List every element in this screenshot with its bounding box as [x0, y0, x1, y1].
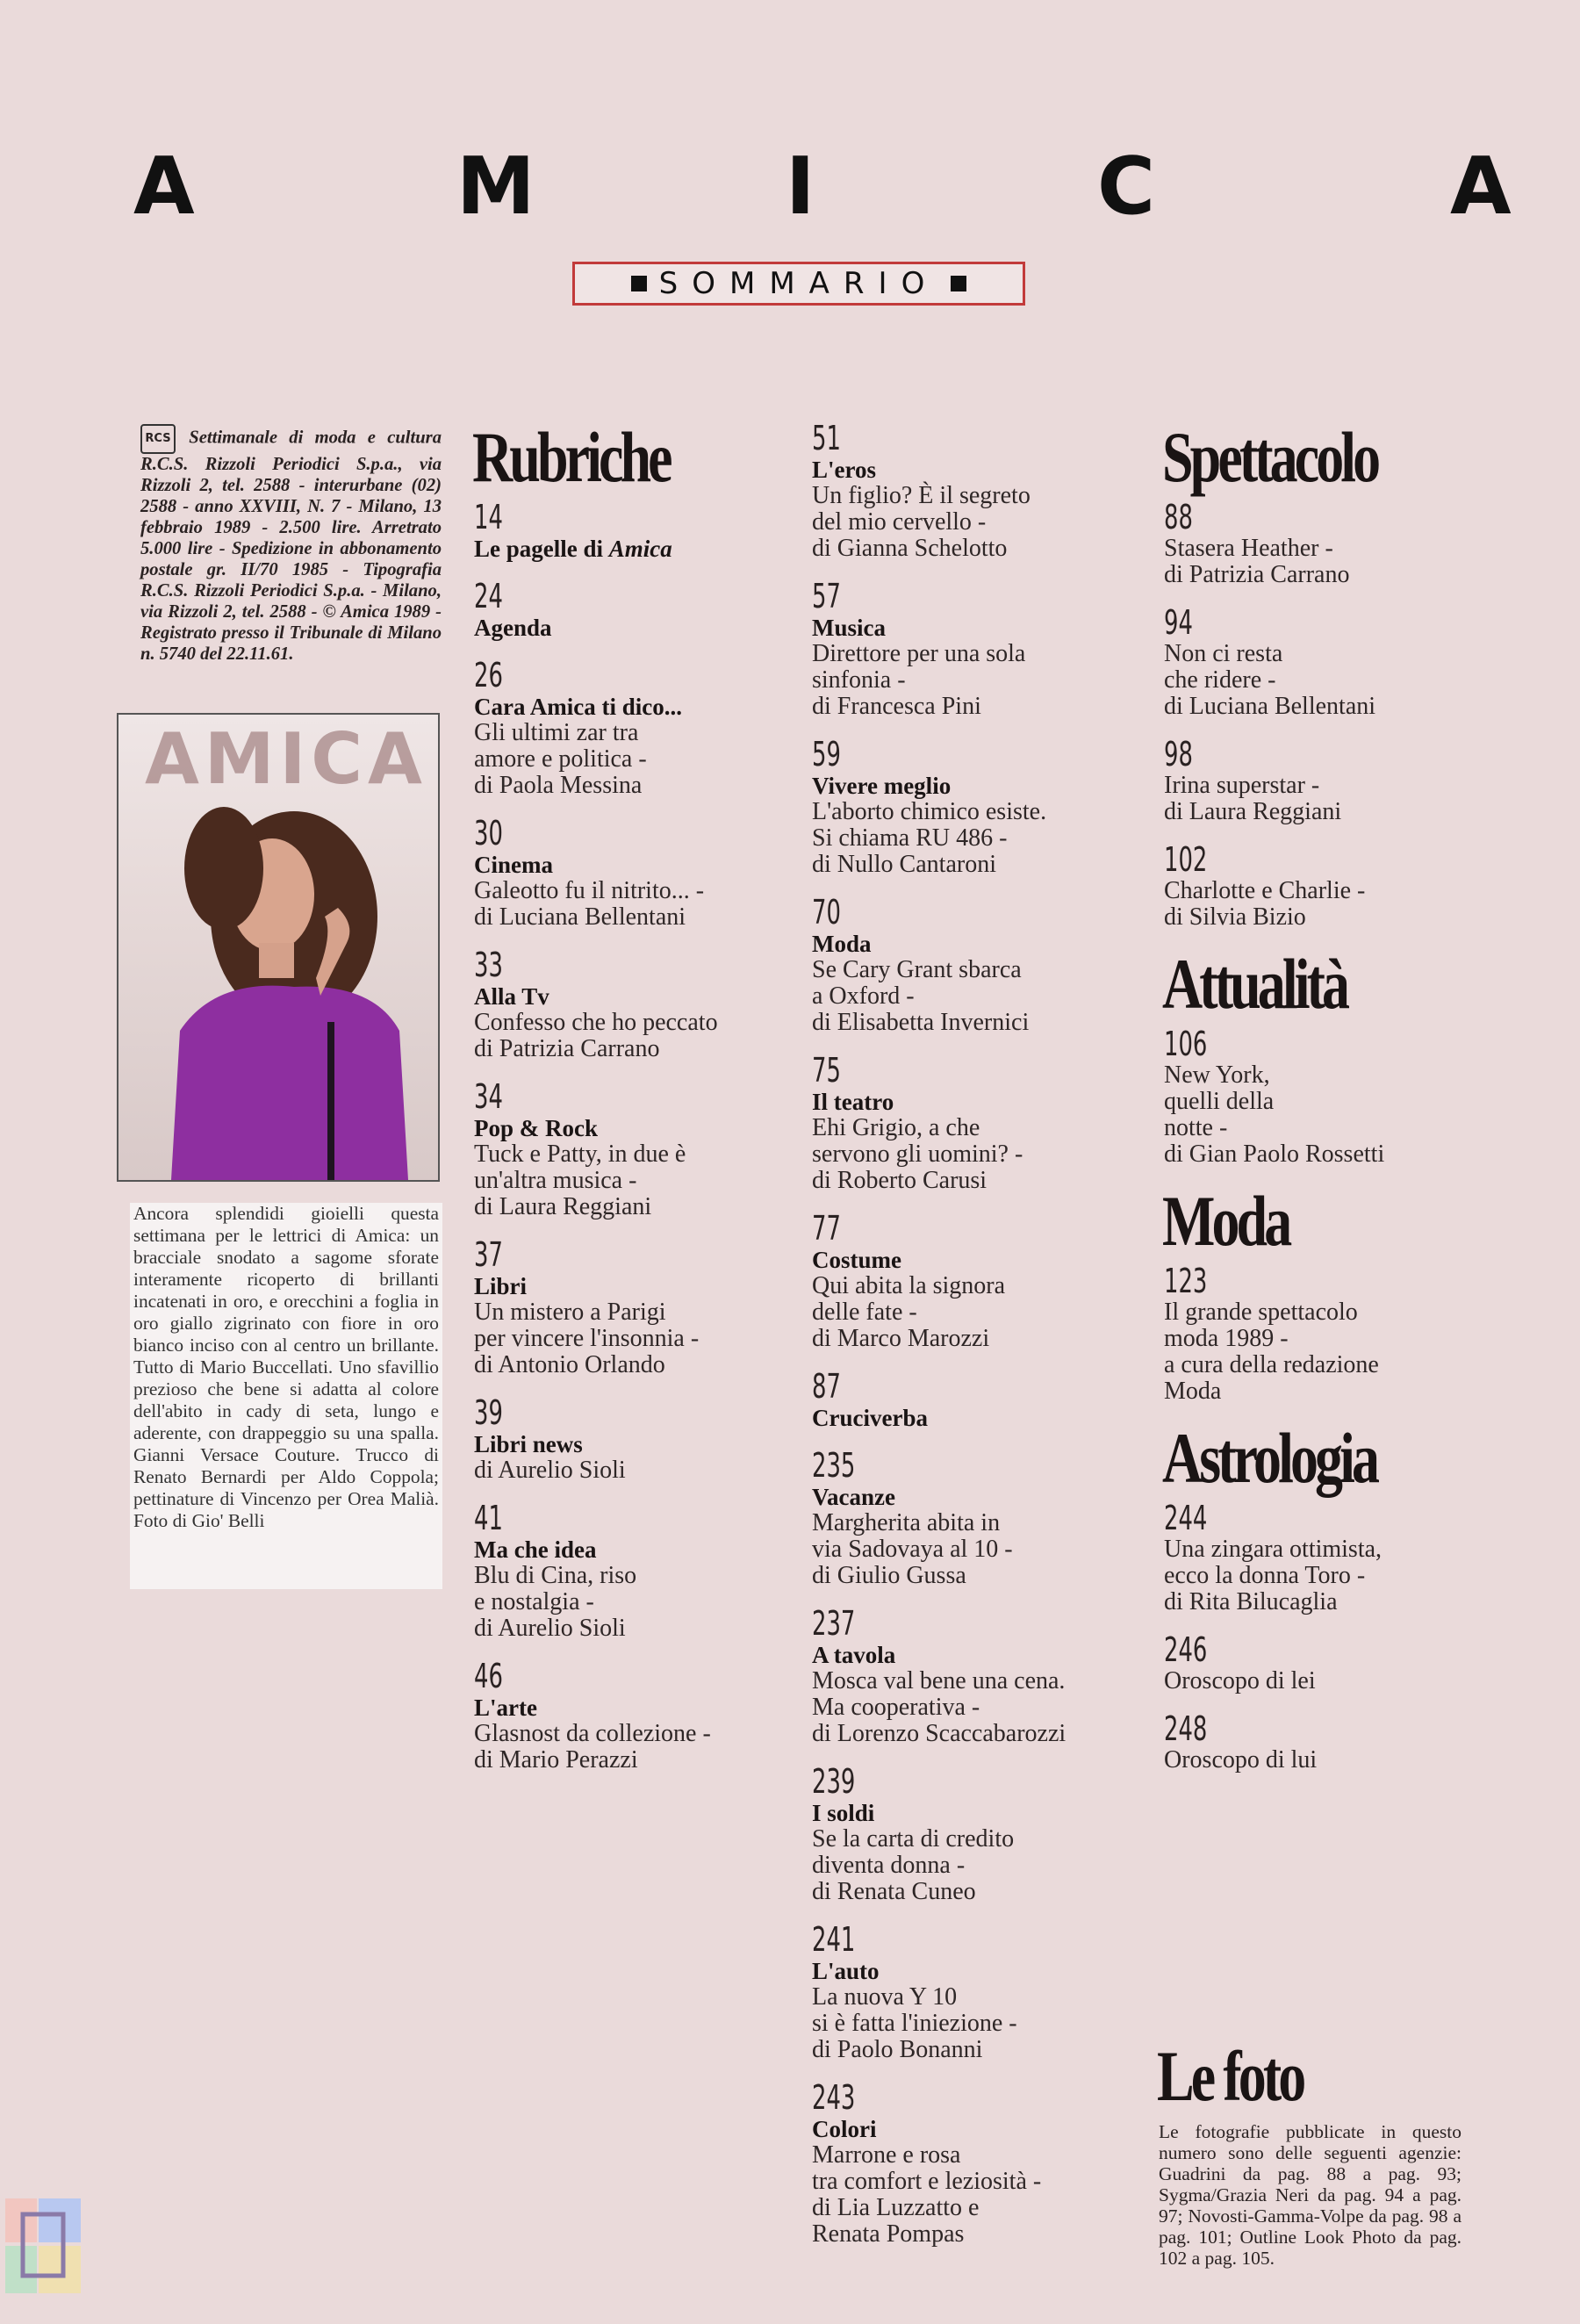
- entry-title: [812, 1484, 1128, 1510]
- masthead-letter: I: [786, 140, 815, 233]
- toc-entry: [812, 1052, 1128, 1194]
- page-number: 41: [474, 1499, 503, 1537]
- entry-title: [812, 1642, 1128, 1668]
- entry-title: [474, 694, 764, 720]
- entry-line: L'aborto chimico esiste.: [812, 798, 1047, 825]
- entry-line: a Oxford -: [812, 982, 915, 1010]
- entry-line: quelli della: [1164, 1088, 1275, 1115]
- entry-line: Renata Pompas: [812, 2220, 965, 2248]
- section-heading-spettacolo: Spettacolo: [1162, 417, 1378, 497]
- entry-line: di Aurelio Sioli: [474, 1615, 626, 1642]
- entry-title: [474, 1536, 764, 1563]
- toc-entry: [474, 815, 764, 931]
- square-bullet-icon: [631, 276, 647, 291]
- entry-line: tra comfort e leziosità -: [812, 2168, 1042, 2195]
- toc-entry: [1164, 604, 1515, 720]
- colophon: [140, 424, 442, 665]
- cover-caption: Ancora splendidi gioielli questa settimana per le lettrici di Amica: un bracciale snodato a sagome sforate interamente ricoperto di brillanti incatenati in oro, e orecchini a foglia in oro giallo zigrinato con fiore in oro bianco inciso con al centro un brillante. Tutto di Mario Buccellati. Uno sfavillio prezioso che bene si adatta al colore dell'abito in cady di seta, lungo e aderente, con drappeggio su una spalla. Gianni Versace Couture. Trucco di Renato Bernardi per Aldo Coppola; pettinature di Vincenzo per Orea Malià. Foto di Gio' Belli: [130, 1203, 442, 1589]
- entry-title-text: I soldi: [812, 1800, 875, 1826]
- page-number: 51: [812, 419, 841, 457]
- entry-title: [812, 1089, 1128, 1115]
- entry-title-text: Il teatro: [812, 1089, 894, 1115]
- page-number: 237: [812, 1604, 856, 1643]
- entry-line: amore e politica -: [474, 745, 647, 773]
- toc-entry: [1164, 499, 1515, 588]
- toc-entry: [1164, 1631, 1515, 1694]
- page-number: 46: [474, 1657, 503, 1695]
- masthead-letter: A: [1450, 140, 1512, 233]
- page-number: 98: [1164, 735, 1193, 773]
- entry-line: di Giulio Gussa: [812, 1562, 966, 1589]
- toc-entry: [474, 578, 764, 641]
- entry-title: [474, 1431, 764, 1457]
- page-number: 106: [1164, 1025, 1208, 1063]
- entry-line: di Gian Paolo Rossetti: [1164, 1140, 1385, 1168]
- entry-title: [474, 1115, 764, 1141]
- entry-title: [474, 983, 764, 1010]
- publisher-logo-icon: RCS: [140, 424, 176, 454]
- page-number: 34: [474, 1077, 503, 1116]
- entry-line: di Rita Bilucaglia: [1164, 1588, 1338, 1615]
- entry-title-emphasis: Amica: [608, 536, 672, 562]
- entry-title-text: Cinema: [474, 852, 553, 878]
- masthead-letter: M: [456, 140, 535, 233]
- entry-line: di Luciana Bellentani: [1164, 693, 1376, 720]
- square-bullet-icon: [951, 276, 966, 291]
- photo-credits: Le fotografie pubblicate in questo numero sono delle seguenti agenzie: Guadrini da pag. 88 a pag. 93; Sygma/Grazia Neri da pag. 94 a pag. 97; Novosti-Gamma-Volpe da pag. 98 a pag. 101; Outline Look Photo da pag. 102 a pag. 105.: [1159, 2121, 1462, 2269]
- entry-line: diventa donna -: [812, 1852, 966, 1879]
- entry-title-text: Libri news: [474, 1431, 583, 1457]
- entry-line: Il grande spettacolo: [1164, 1299, 1358, 1326]
- entry-title-text: Le pagelle di: [474, 536, 603, 562]
- page-number: 87: [812, 1367, 841, 1406]
- entry-line: Un mistero a Parigi: [474, 1299, 666, 1326]
- page-number: 30: [474, 814, 503, 853]
- entry-title-text: L'eros: [812, 457, 876, 483]
- entry-line: Mosca val bene una cena.: [812, 1667, 1066, 1694]
- entry-line: di Francesca Pini: [812, 693, 981, 720]
- toc-entry: [474, 1078, 764, 1220]
- toc-entry: [812, 1447, 1128, 1589]
- entry-line: di Antonio Orlando: [474, 1351, 665, 1378]
- toc-entry: [474, 1236, 764, 1378]
- entry-line: Irina superstar -: [1164, 772, 1320, 799]
- entry-line: Direttore per una sola: [812, 640, 1026, 667]
- entry-line: Galeotto fu il nitrito... -: [474, 877, 705, 904]
- entry-title-text: A tavola: [812, 1642, 896, 1668]
- entry-line: Margherita abita in: [812, 1509, 1001, 1536]
- page-number: 57: [812, 577, 841, 615]
- entry-title-text: Ma che idea: [474, 1536, 597, 1563]
- entry-line: di Lia Luzzatto e: [812, 2194, 980, 2221]
- section-heading-astrologia: Astrologia: [1162, 1418, 1377, 1498]
- toc-entry: [812, 2079, 1128, 2248]
- entry-title: [474, 1694, 764, 1721]
- page-number: 14: [474, 498, 503, 536]
- moda-list: [1164, 1263, 1515, 1405]
- entry-line: di Renata Cuneo: [812, 1878, 976, 1905]
- entry-title-text: Costume: [812, 1247, 901, 1273]
- entry-title-text: Cara Amica ti dico...: [474, 694, 682, 720]
- toc-entry: [812, 1921, 1128, 2063]
- page-number: 70: [812, 893, 841, 932]
- entry-title: [474, 852, 764, 878]
- toc-entry: [1164, 736, 1515, 825]
- entry-line: Marrone e rosa: [812, 2141, 961, 2169]
- entry-line: Oroscopo di lui: [1164, 1746, 1318, 1774]
- entry-title: [474, 615, 764, 641]
- page-number: 243: [812, 2078, 856, 2117]
- page-number: 39: [474, 1393, 503, 1432]
- entry-title: [812, 1247, 1128, 1273]
- entry-title: [812, 773, 1128, 799]
- page-number: 248: [1164, 1709, 1208, 1748]
- toc-entry: [1164, 1025, 1515, 1168]
- entry-line: di Elisabetta Invernici: [812, 1009, 1030, 1036]
- entry-title-text: L'arte: [474, 1694, 537, 1721]
- cover-image: [117, 713, 440, 1182]
- entry-line: Moda: [1164, 1378, 1222, 1405]
- right-column: [1162, 417, 1515, 1789]
- sommario-label: SOMMARIO: [658, 266, 939, 301]
- toc-entry: [812, 1605, 1128, 1747]
- entry-line: Se Cary Grant sbarca: [812, 956, 1022, 983]
- middle-column: [812, 420, 1128, 2263]
- entry-line: di Gianna Schelotto: [812, 535, 1008, 562]
- toc-entry: [474, 1658, 764, 1774]
- entry-title-text: Vacanze: [812, 1484, 895, 1510]
- entry-line: Non ci resta: [1164, 640, 1283, 667]
- entry-line: di Patrizia Carrano: [1164, 561, 1350, 588]
- entry-line: di Laura Reggiani: [1164, 798, 1342, 825]
- toc-entry: [1164, 1263, 1515, 1405]
- entry-line: del mio cervello -: [812, 508, 987, 536]
- entry-title: [812, 615, 1128, 641]
- entry-line: La nuova Y 10: [812, 1983, 958, 2011]
- entry-line: di Paola Messina: [474, 772, 643, 799]
- entry-line: di Lorenzo Scaccabarozzi: [812, 1720, 1066, 1747]
- page-number: 94: [1164, 603, 1193, 642]
- entry-title: [812, 931, 1128, 957]
- page-number: 59: [812, 735, 841, 773]
- entry-line: notte -: [1164, 1114, 1228, 1141]
- masthead-letter: C: [1097, 140, 1156, 233]
- entry-line: di Patrizia Carrano: [474, 1035, 660, 1062]
- entry-line: per vincere l'insonnia -: [474, 1325, 700, 1352]
- entry-line: di Marco Marozzi: [812, 1325, 990, 1352]
- rubriche-list: [474, 499, 764, 1774]
- cover-title: AMICA: [145, 718, 427, 800]
- section-heading-le-foto: Le foto: [1157, 2036, 1304, 2116]
- entry-line: Oroscopo di lei: [1164, 1667, 1316, 1694]
- entry-title-text: Agenda: [474, 615, 552, 641]
- entry-line: di Aurelio Sioli: [474, 1457, 626, 1484]
- colophon-text: Settimanale di moda e cultura R.C.S. Rizzoli Periodici S.p.a., via Rizzoli 2, tel. 2588 - interurbane (02) 2588 - anno XXVIII, N. 7 - Milano, 13 febbraio 1989 - 2.500 lire. Arretrato 5.000 lire - Spedizione in abbonamento postale gr. II/70 1985 - Tipografia R.C.S. Rizzoli Periodici S.p.a. - Milano, via Rizzoli 2, tel. 2588 - © Amica 1989 - Registrato presso il Tribunale di Milano n. 5740 del 22.11.61.: [140, 428, 442, 664]
- entry-title-text: Libri: [474, 1273, 528, 1299]
- section-heading-moda: Moda: [1162, 1181, 1289, 1261]
- entry-line: moda 1989 -: [1164, 1325, 1289, 1352]
- toc-entry: [474, 499, 764, 562]
- entry-line: Charlotte e Charlie -: [1164, 877, 1366, 904]
- sommario-banner: [572, 262, 1025, 306]
- toc-entry: [812, 420, 1128, 562]
- toc-entry: [812, 736, 1128, 878]
- entry-line: di Mario Perazzi: [474, 1746, 638, 1774]
- entry-line: di Paolo Bonanni: [812, 2036, 983, 2063]
- entry-title-text: Pop & Rock: [474, 1115, 598, 1141]
- page-number: 102: [1164, 840, 1208, 879]
- entry-line: Qui abita la signora: [812, 1272, 1006, 1299]
- toc-entry: [474, 946, 764, 1062]
- entry-title: [812, 457, 1128, 483]
- entry-line: Una zingara ottimista,: [1164, 1536, 1382, 1563]
- entry-title: [812, 1958, 1128, 1984]
- entry-line: di Roberto Carusi: [812, 1167, 988, 1194]
- entry-title-text: Cruciverba: [812, 1405, 928, 1431]
- toc-entry: [1164, 841, 1515, 931]
- page-number: 244: [1164, 1499, 1208, 1537]
- toc-entry: [1164, 1710, 1515, 1774]
- entry-line: sinfonia -: [812, 666, 906, 694]
- toc-entry: [1164, 1500, 1515, 1615]
- page-number: 26: [474, 656, 503, 694]
- page-number: 37: [474, 1235, 503, 1274]
- page-number: 235: [812, 1446, 856, 1485]
- entry-title-text: Alla Tv: [474, 983, 549, 1010]
- entry-line: Gli ultimi zar tra: [474, 719, 639, 746]
- entry-line: si è fatta l'iniezione -: [812, 2010, 1017, 2037]
- page-number: 75: [812, 1051, 841, 1090]
- entry-line: New York,: [1164, 1061, 1270, 1089]
- section-heading-rubriche: Rubriche: [472, 417, 670, 497]
- entry-title-text: Moda: [812, 931, 872, 957]
- toc-entry: [474, 1394, 764, 1484]
- toc-entry: [474, 1500, 764, 1642]
- page-number: 33: [474, 946, 503, 984]
- scanner-watermark-icon: [4, 2195, 84, 2297]
- astrologia-list: [1164, 1500, 1515, 1774]
- entry-line: un'altra musica -: [474, 1167, 637, 1194]
- entry-line: servono gli uomini? -: [812, 1140, 1023, 1168]
- toc-entry: [474, 657, 764, 799]
- entry-line: Stasera Heather -: [1164, 535, 1333, 562]
- toc-entry: [812, 1210, 1128, 1352]
- entry-line: Ehi Grigio, a che: [812, 1114, 980, 1141]
- entry-line: delle fate -: [812, 1299, 917, 1326]
- entry-title-text: Colori: [812, 2116, 877, 2142]
- entry-title-text: Musica: [812, 615, 886, 641]
- entry-line: Un figlio? È il segreto: [812, 482, 1031, 509]
- entry-line: a cura della redazione: [1164, 1351, 1379, 1378]
- page-number: 77: [812, 1209, 841, 1248]
- entry-line: e nostalgia -: [474, 1588, 594, 1615]
- entry-line: Confesso che ho peccato: [474, 1009, 718, 1036]
- page-number: 123: [1164, 1262, 1208, 1300]
- entry-title-text: Vivere meglio: [812, 773, 952, 799]
- section-heading-attualita: Attualità: [1162, 944, 1347, 1024]
- entry-line: di Silvia Bizio: [1164, 903, 1306, 931]
- page-number: 88: [1164, 498, 1193, 536]
- attualita-list: [1164, 1025, 1515, 1168]
- rubriche-column: [472, 417, 764, 1789]
- masthead: [0, 140, 1580, 237]
- entry-title-text: L'auto: [812, 1958, 880, 1984]
- entry-title: [812, 2116, 1128, 2142]
- entry-line: di Laura Reggiani: [474, 1193, 652, 1220]
- entry-title: [812, 1405, 1128, 1431]
- entry-title: [474, 1273, 764, 1299]
- page-number: 24: [474, 577, 503, 615]
- entry-line: Glasnost da collezione -: [474, 1720, 711, 1747]
- entry-line: Si chiama RU 486 -: [812, 824, 1008, 852]
- entry-line: che ridere -: [1164, 666, 1276, 694]
- entry-title: [474, 536, 764, 562]
- masthead-letter: A: [133, 140, 195, 233]
- entry-line: di Luciana Bellentani: [474, 903, 686, 931]
- entry-line: di Nullo Cantaroni: [812, 851, 996, 878]
- spettacolo-list: [1164, 499, 1515, 931]
- middle-list: [812, 420, 1128, 2248]
- entry-line: Blu di Cina, riso: [474, 1562, 637, 1589]
- entry-line: via Sadovaya al 10 -: [812, 1536, 1013, 1563]
- entry-line: Ma cooperativa -: [812, 1694, 980, 1721]
- toc-entry: [812, 1763, 1128, 1905]
- entry-line: Se la carta di credito: [812, 1825, 1015, 1853]
- page-number: 239: [812, 1762, 856, 1801]
- entry-line: ecco la donna Toro -: [1164, 1562, 1366, 1589]
- entry-line: Tuck e Patty, in due è: [474, 1140, 686, 1168]
- page-number: 241: [812, 1920, 856, 1959]
- toc-entry: [812, 1368, 1128, 1431]
- toc-entry: [812, 578, 1128, 720]
- toc-entry: [812, 894, 1128, 1036]
- entry-title: [812, 1800, 1128, 1826]
- page-number: 246: [1164, 1630, 1208, 1669]
